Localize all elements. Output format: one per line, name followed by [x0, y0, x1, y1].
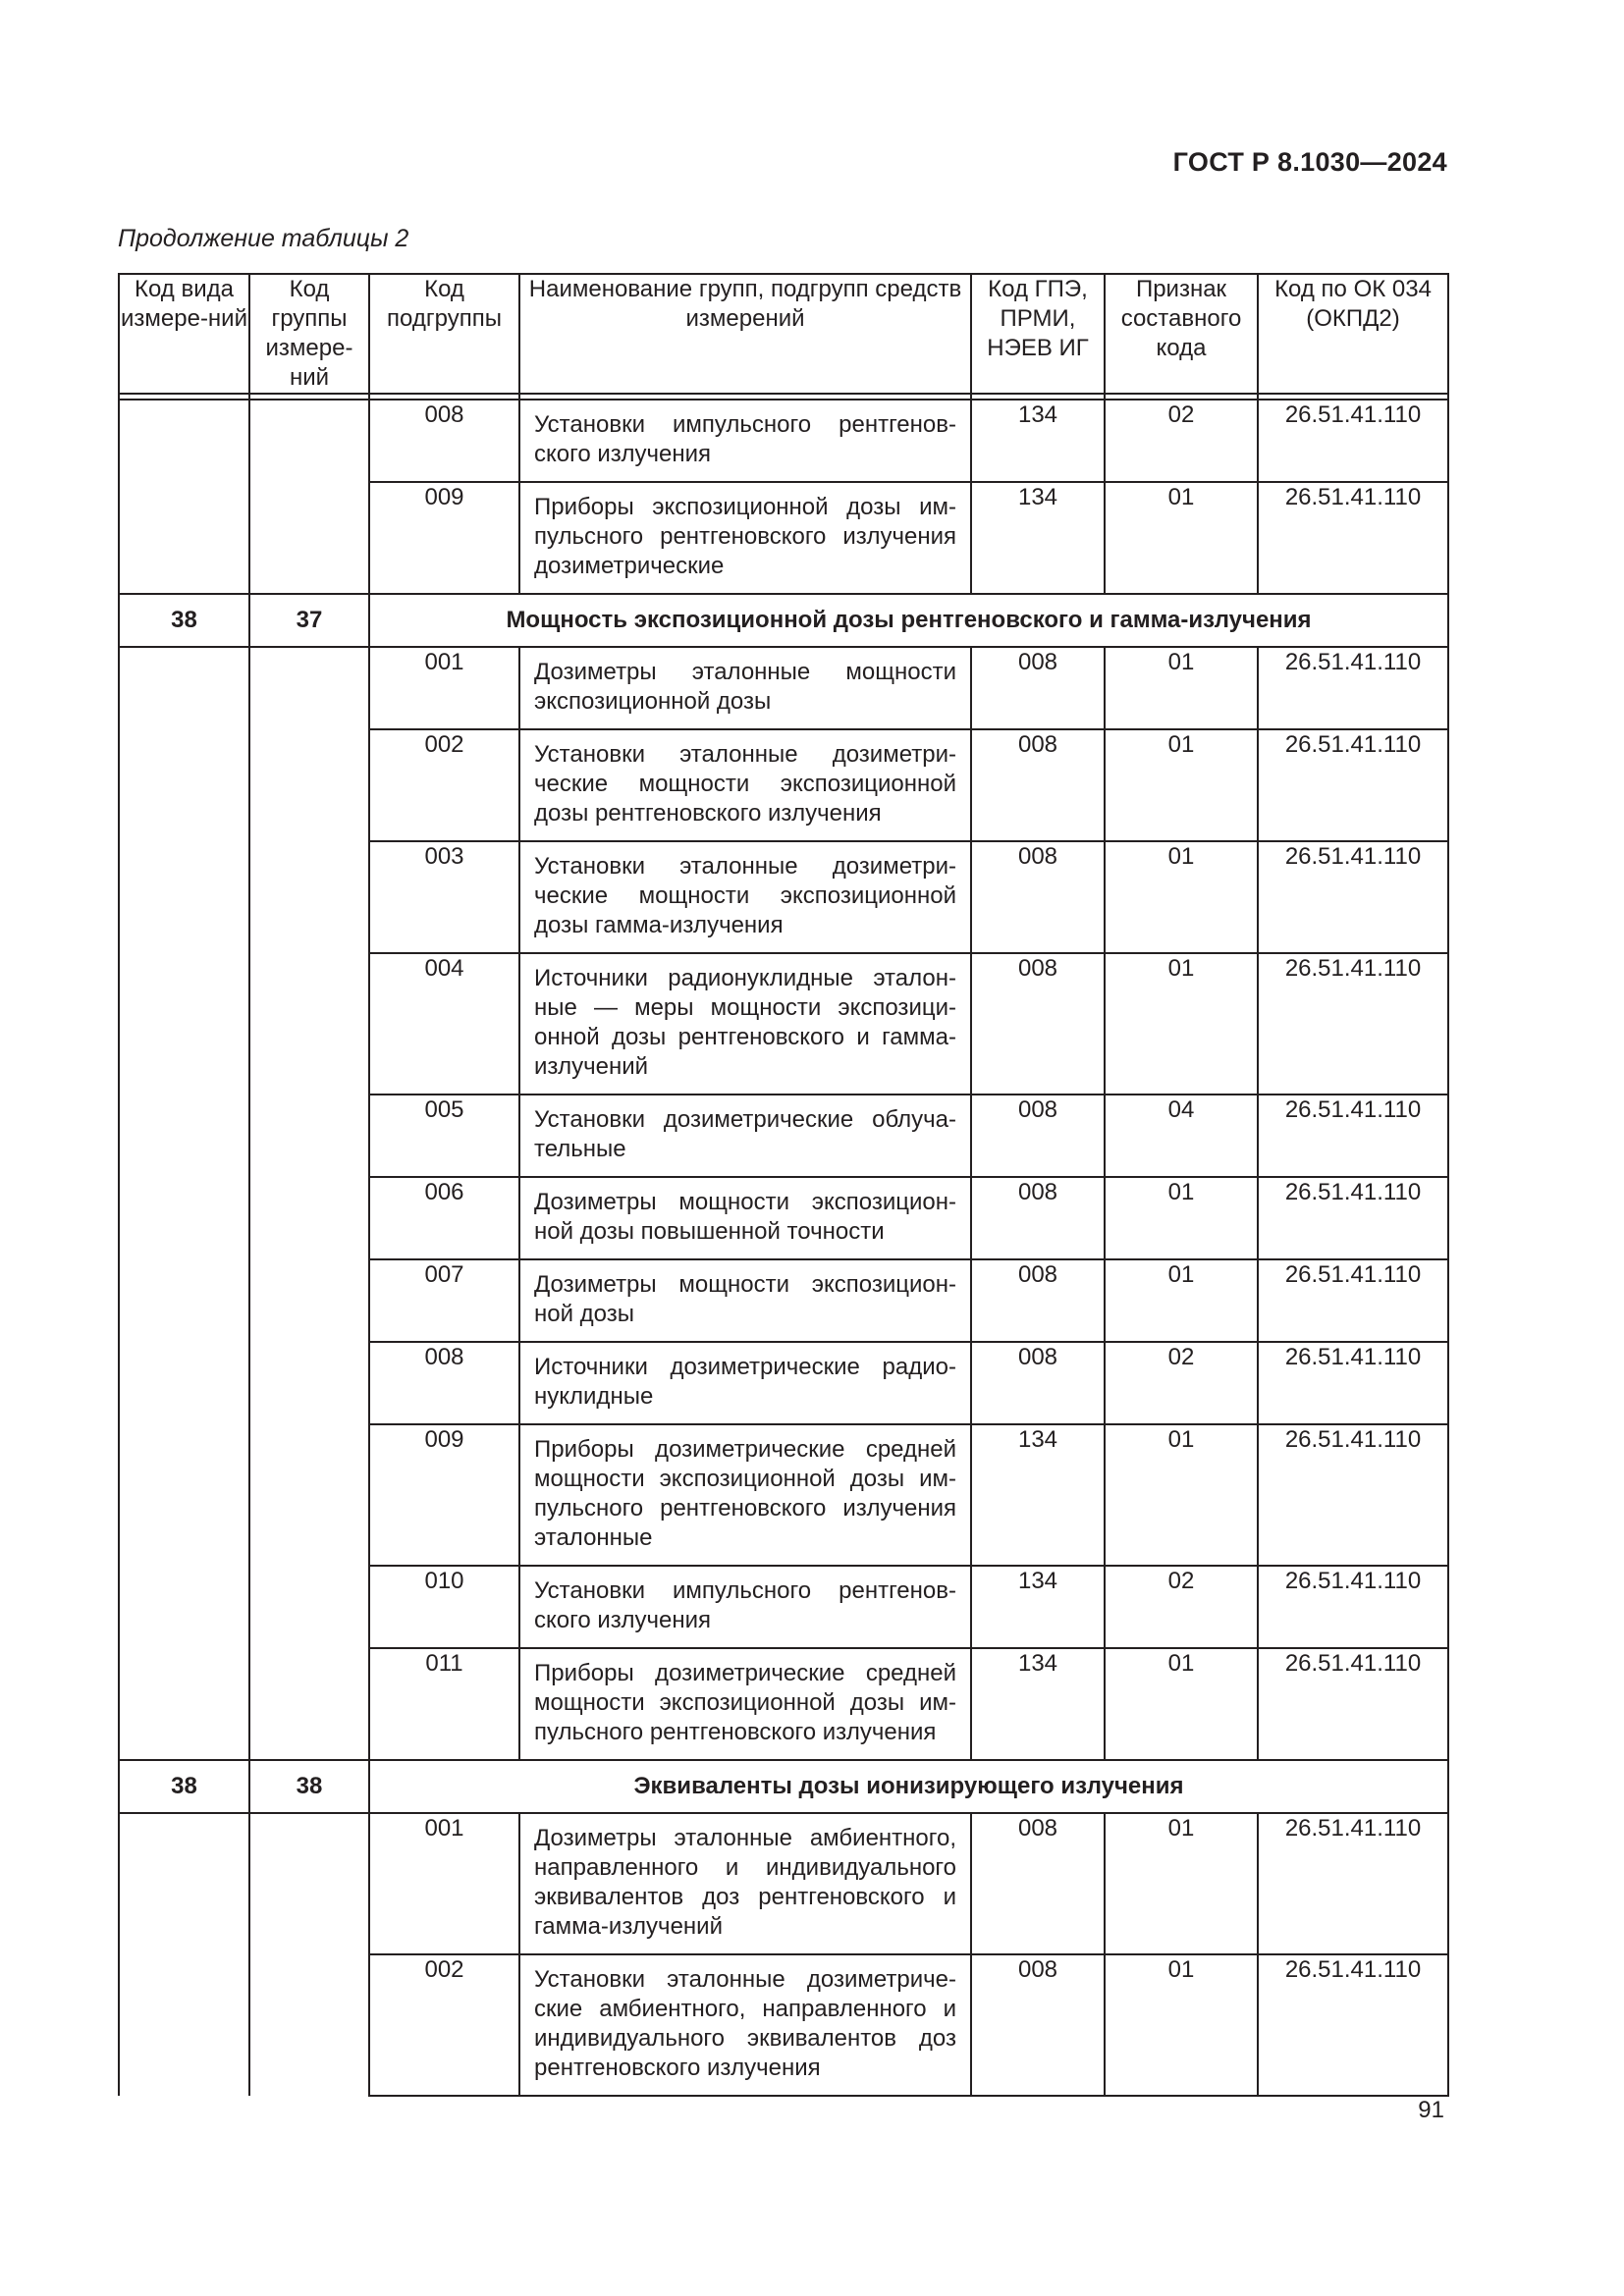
subgroup-name: Дозиметры эталонные мощности экспозиционной дозы — [519, 647, 971, 729]
subgroup-name: Источники радионуклидные эталон-ные — меры мощности экспозици-онной дозы рентгеновского и гамма-излучений — [519, 953, 971, 1095]
gpe-code: 134 — [971, 482, 1105, 594]
okpd-code: 26.51.41.110 — [1258, 841, 1448, 953]
subgroup-code: 009 — [369, 482, 519, 594]
table-body — [119, 394, 1448, 2096]
gpe-code: 008 — [971, 1177, 1105, 1259]
subgroup-code: 008 — [369, 400, 519, 482]
subgroup-code: 002 — [369, 729, 519, 841]
subgroup-code: 011 — [369, 1648, 519, 1760]
okpd-code: 26.51.41.110 — [1258, 1424, 1448, 1566]
subgroup-code: 004 — [369, 953, 519, 1095]
composite-sign: 01 — [1105, 1648, 1258, 1760]
subgroup-name: Установки импульсного рентгенов-ского излучения — [519, 1566, 971, 1648]
gpe-code: 008 — [971, 1259, 1105, 1342]
subgroup-code: 008 — [369, 1342, 519, 1424]
okpd-code: 26.51.41.110 — [1258, 1566, 1448, 1648]
composite-sign: 01 — [1105, 647, 1258, 729]
group-title: Эквиваленты дозы ионизирующего излучения — [369, 1760, 1448, 1813]
empty-group-cell — [249, 400, 369, 594]
okpd-code: 26.51.41.110 — [1258, 400, 1448, 482]
subgroup-name: Дозиметры эталонные амбиентного, направленного и индивидуального эквивалентов доз рентгеновского и гамма-излучений — [519, 1813, 971, 1954]
table-row — [119, 647, 1448, 729]
subgroup-code: 003 — [369, 841, 519, 953]
header-gpe-code: Код ГПЭ, ПРМИ, НЭЕВ ИГ — [971, 274, 1105, 394]
subgroup-name: Установки эталонные дозиметри-ческие мощности экспозиционной дозы гамма-излучения — [519, 841, 971, 953]
gpe-code: 008 — [971, 953, 1105, 1095]
group-vid-code: 38 — [119, 594, 249, 647]
group-code: 38 — [249, 1760, 369, 1813]
composite-sign: 01 — [1105, 482, 1258, 594]
subgroup-code: 010 — [369, 1566, 519, 1648]
subgroup-name: Установки дозиметрические облуча-тельные — [519, 1095, 971, 1177]
subgroup-code: 001 — [369, 1813, 519, 1954]
subgroup-name: Приборы экспозиционной дозы им-пульсного рентгеновского излучения дозиметрические — [519, 482, 971, 594]
empty-group-cell — [249, 1813, 369, 2096]
subgroup-code: 005 — [369, 1095, 519, 1177]
subgroup-code: 001 — [369, 647, 519, 729]
table-row — [119, 400, 1448, 482]
subgroup-name: Приборы дозиметрические средней мощности экспозиционной дозы им-пульсного рентгеновского излучения эталонные — [519, 1424, 971, 1566]
group-vid-code: 38 — [119, 1760, 249, 1813]
composite-sign: 04 — [1105, 1095, 1258, 1177]
header-subgroup-code: Код подгруппы — [369, 274, 519, 394]
header-vid-code: Код вида измере-ний — [119, 274, 249, 394]
subgroup-name: Установки импульсного рентгенов-ского излучения — [519, 400, 971, 482]
gpe-code: 008 — [971, 1813, 1105, 1954]
subgroup-code: 002 — [369, 1954, 519, 2096]
subgroup-code: 006 — [369, 1177, 519, 1259]
okpd-code: 26.51.41.110 — [1258, 647, 1448, 729]
okpd-code: 26.51.41.110 — [1258, 1813, 1448, 1954]
classification-table — [118, 273, 1449, 2097]
gpe-code: 134 — [971, 400, 1105, 482]
header-composite-sign: Признак составного кода — [1105, 274, 1258, 394]
empty-vid-cell — [119, 1813, 249, 2096]
okpd-code: 26.51.41.110 — [1258, 1095, 1448, 1177]
group-title: Мощность экспозиционной дозы рентгеновского и гамма-излучения — [369, 594, 1448, 647]
empty-group-cell — [249, 647, 369, 1760]
subgroup-code: 009 — [369, 1424, 519, 1566]
header-name: Наименование групп, подгрупп средств измерений — [519, 274, 971, 394]
composite-sign: 01 — [1105, 1177, 1258, 1259]
table-header-row — [119, 274, 1448, 394]
okpd-code: 26.51.41.110 — [1258, 1177, 1448, 1259]
group-code: 37 — [249, 594, 369, 647]
subgroup-name: Установки эталонные дозиметри-ческие мощности экспозиционной дозы рентгеновского излучения — [519, 729, 971, 841]
subgroup-code: 007 — [369, 1259, 519, 1342]
gpe-code: 008 — [971, 841, 1105, 953]
empty-vid-cell — [119, 400, 249, 594]
group-row — [119, 594, 1448, 647]
okpd-code: 26.51.41.110 — [1258, 1342, 1448, 1424]
table-row — [119, 1813, 1448, 1954]
okpd-code: 26.51.41.110 — [1258, 729, 1448, 841]
subgroup-name: Приборы дозиметрические средней мощности экспозиционной дозы им-пульсного рентгеновского излучения — [519, 1648, 971, 1760]
composite-sign: 01 — [1105, 953, 1258, 1095]
table-caption: Продолжение таблицы 2 — [118, 225, 409, 252]
group-row — [119, 1760, 1448, 1813]
gpe-code: 008 — [971, 1954, 1105, 2096]
header-group-code: Код группы измере-ний — [249, 274, 369, 394]
composite-sign: 01 — [1105, 841, 1258, 953]
header-okpd-code: Код по ОК 034 (ОКПД2) — [1258, 274, 1448, 394]
gpe-code: 008 — [971, 1095, 1105, 1177]
okpd-code: 26.51.41.110 — [1258, 482, 1448, 594]
composite-sign: 01 — [1105, 729, 1258, 841]
gpe-code: 134 — [971, 1648, 1105, 1760]
composite-sign: 01 — [1105, 1259, 1258, 1342]
empty-vid-cell — [119, 647, 249, 1760]
subgroup-name: Дозиметры мощности экспозицион-ной дозы — [519, 1259, 971, 1342]
gpe-code: 008 — [971, 1342, 1105, 1424]
gpe-code: 134 — [971, 1566, 1105, 1648]
composite-sign: 02 — [1105, 1342, 1258, 1424]
gpe-code: 134 — [971, 1424, 1105, 1566]
okpd-code: 26.51.41.110 — [1258, 1648, 1448, 1760]
composite-sign: 01 — [1105, 1954, 1258, 2096]
composite-sign: 01 — [1105, 1424, 1258, 1566]
okpd-code: 26.51.41.110 — [1258, 1259, 1448, 1342]
gpe-code: 008 — [971, 647, 1105, 729]
subgroup-name: Установки эталонные дозиметриче-ские амбиентного, направленного и индивидуального эквивалентов доз рентгеновского излучения — [519, 1954, 971, 2096]
subgroup-name: Источники дозиметрические радио-нуклидные — [519, 1342, 971, 1424]
subgroup-name: Дозиметры мощности экспозицион-ной дозы повышенной точности — [519, 1177, 971, 1259]
okpd-code: 26.51.41.110 — [1258, 1954, 1448, 2096]
page-number: 91 — [1418, 2097, 1444, 2123]
okpd-code: 26.51.41.110 — [1258, 953, 1448, 1095]
composite-sign: 02 — [1105, 400, 1258, 482]
document-code: ГОСТ Р 8.1030—2024 — [1172, 147, 1447, 177]
composite-sign: 01 — [1105, 1813, 1258, 1954]
gpe-code: 008 — [971, 729, 1105, 841]
composite-sign: 02 — [1105, 1566, 1258, 1648]
